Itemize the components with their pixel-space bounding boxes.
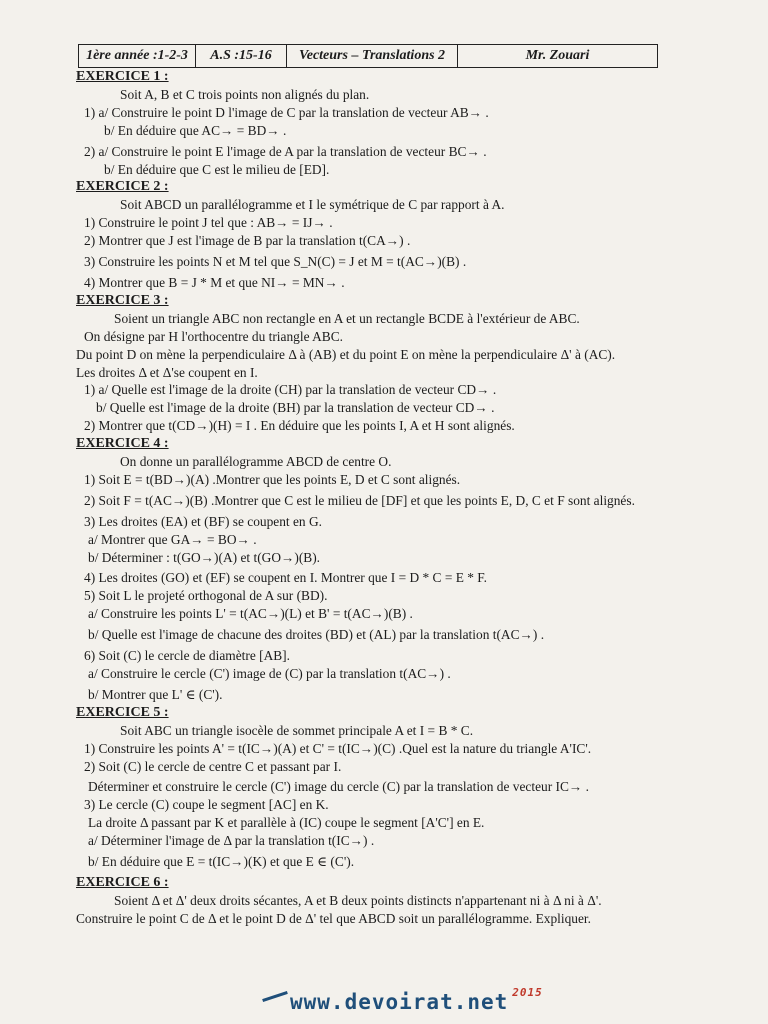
header-teacher: Mr. Zouari <box>525 48 590 63</box>
text-line: 3) Les droites (EA) et (BF) se coupent en G. <box>84 513 322 529</box>
text-line: b/ Déterminer : t(GO→)(A) et t(GO→)(B). <box>88 549 321 565</box>
header-title: Vecteurs – Translations 2 <box>287 45 458 67</box>
exercise-heading: EXERCICE 4 : <box>76 436 169 452</box>
text-line: b/ En déduire que C est le milieu de [ED]. <box>104 161 330 177</box>
watermark-year: 2015 <box>512 986 543 999</box>
text-line: Soient un triangle ABC non rectangle en A et un rectangle BCDE à l'extérieur de ABC. <box>114 310 580 326</box>
text-line: On donne un parallélogramme ABCD de centre O. <box>120 454 392 470</box>
text-line: 3) Construire les points N et M tel que S_N(C) = J et M = t(AC→)(B) . <box>84 254 467 270</box>
text-line: a/ Construire les points L' = t(AC→)(L) et B' = t(AC→)(B) . <box>88 606 413 622</box>
text-line: 4) Montrer que B = J * M et que NI→ = MN→ . <box>84 274 345 290</box>
text-line: 2) Montrer que t(CD→)(H) = I . En déduire que les points I, A et H sont alignés. <box>84 418 515 434</box>
text-line: 2) Montrer que J est l'image de B par la translation t(CA→) . <box>84 233 411 249</box>
exercise-heading: EXERCICE 2 : <box>76 179 169 195</box>
text-line: 4) Les droites (GO) et (EF) se coupent en I. Montrer que I = D * C = E * F. <box>84 570 488 586</box>
website-url: www.devoirat.net <box>290 990 509 1014</box>
text-line: Du point D on mène la perpendiculaire Δ à (AB) et du point E on mène la perpendiculaire Δ' à (AC). <box>76 346 616 362</box>
text-line: Soient Δ et Δ' deux droits sécantes, A et B deux points distincts n'appartenant ni à Δ ni à Δ'. <box>114 892 602 908</box>
exercise-heading: EXERCICE 3 : <box>76 292 169 308</box>
text-line: La droite Δ passant par K et parallèle à (IC) coupe le segment [A'C'] en E. <box>88 815 485 831</box>
text-line: Construire le point C de Δ et le point D de Δ' tel que ABCD soit un parallélogramme. Expliquer. <box>76 910 592 926</box>
text-line: 3) Le cercle (C) coupe le segment [AC] en K. <box>84 797 329 813</box>
text-line: b/ Montrer que L' ∈ (C'). <box>88 686 223 702</box>
text-line: Soit ABCD un parallélogramme et I le symétrique de C par rapport à A. <box>120 197 505 213</box>
text-line: b/ Quelle est l'image de chacune des droites (BD) et (AL) par la translation t(AC→) . <box>88 627 545 643</box>
text-line: b/ En déduire que E = t(IC→)(K) et que E ∈ (C'). <box>88 854 355 870</box>
text-line: 2) a/ Construire le point E l'image de A par la translation de vecteur BC→ . <box>84 143 487 159</box>
header-level: 1ère année :1-2-3 <box>79 45 196 67</box>
text-line: 6) Soit (C) le cercle de diamètre [AB]. <box>84 648 290 664</box>
text-line: 1) a/ Quelle est l'image de la droite (CH) par la translation de vecteur CD→ . <box>84 382 497 398</box>
text-line: Les droites Δ et Δ'se coupent en I. <box>76 364 258 380</box>
header-table <box>78 44 658 68</box>
text-line: Soit ABC un triangle isocèle de sommet principale A et I = B * C. <box>120 722 474 738</box>
text-line: b/ Quelle est l'image de la droite (BH) par la translation de vecteur CD→ . <box>96 400 495 416</box>
exercise-heading: EXERCICE 6 : <box>76 874 169 890</box>
text-line: a/ Déterminer l'image de Δ par la translation t(IC→) . <box>88 833 375 849</box>
text-line: 2) Soit F = t(AC→)(B) .Montrer que C est le milieu de [DF] et que les points E, D, C et F sont alignés. <box>84 492 635 508</box>
text-line: a/ Construire le cercle (C') image de (C) par la translation t(AC→) . <box>88 666 451 681</box>
text-line: 1) Construire le point J tel que : AB→ = IJ→ . <box>84 215 333 231</box>
text-line: a/ Montrer que GA→ = BO→ . <box>88 531 257 547</box>
text-line: Soit A, B et C trois points non alignés du plan. <box>120 86 370 102</box>
website-watermark <box>262 986 543 1014</box>
text-line: 1) Construire les points A' = t(IC→)(A) et C' = t(IC→)(C) .Quel est la nature du triangle A'IC'. <box>84 740 592 756</box>
text-line: 2) Soit (C) le cercle de centre C et passant par I. <box>84 758 342 774</box>
text-line: Déterminer et construire le cercle (C') image du cercle (C) par la translation de vecteur IC→ . <box>88 779 589 795</box>
text-line: 1) a/ Construire le point D l'image de C par la translation de vecteur AB→ . <box>84 104 489 120</box>
exercise-heading: EXERCICE 5 : <box>76 704 169 720</box>
exercise-heading: EXERCICE 1 : <box>76 69 169 84</box>
text-line: On désigne par H l'orthocentre du triangle ABC. <box>84 328 344 344</box>
text-line: 1) Soit E = t(BD→)(A) .Montrer que les points E, D et C sont alignés. <box>84 471 461 487</box>
text-line: 5) Soit L le projeté orthogonal de A sur (BD). <box>84 588 328 604</box>
text-line: b/ En déduire que AC→ = BD→ . <box>104 122 287 138</box>
exercise-content <box>76 68 676 928</box>
header-school-year: A.S :15-16 <box>196 45 287 67</box>
pen-icon <box>262 990 288 1002</box>
